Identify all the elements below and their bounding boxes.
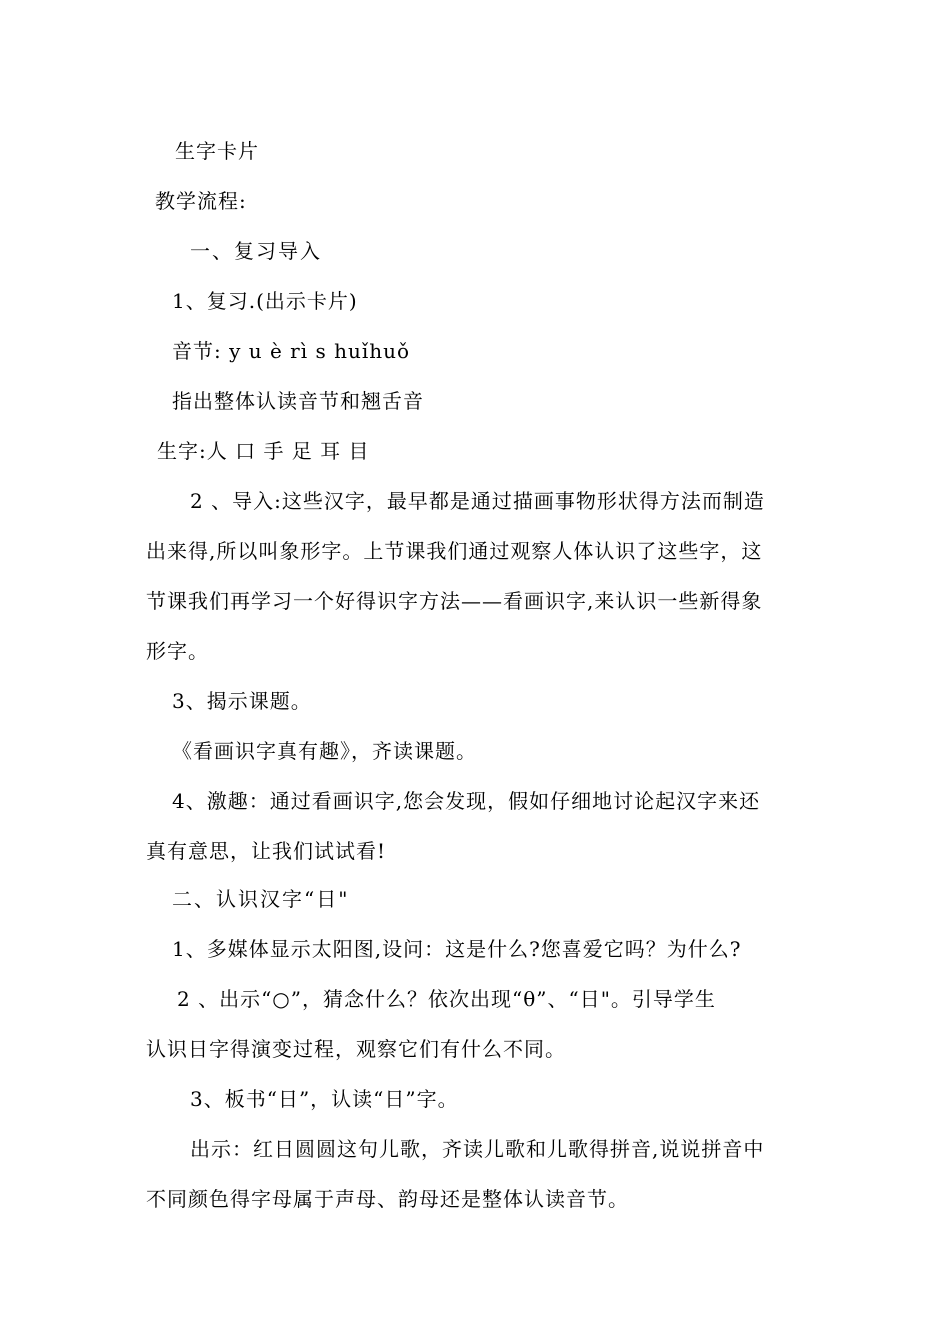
materials-line: 生字卡片 — [175, 139, 259, 163]
review-step: 1、复习.(出示卡片) — [172, 289, 358, 313]
symbol-evolution-line-1: 2 、出示“○”，猜念什么？依次出现“θ”、“日"。引导学生 — [177, 987, 716, 1011]
rhyme-paragraph-line-2: 不同颜色得字母属于声母、韵母还是整体认读音节。 — [146, 1187, 629, 1211]
introduction-paragraph-line-1: 2 、导入:这些汉字，最早都是通过描画事物形状得方法而制造 — [190, 489, 765, 513]
rhyme-paragraph-line-1: 出示：红日圆圆这句儿歌，齐读儿歌和儿歌得拼音,说说拼音中 — [190, 1137, 765, 1161]
syllables-line: 音节: y u è rì s huǐhuǒ — [172, 339, 411, 363]
teaching-process-heading: 教学流程: — [155, 189, 247, 213]
introduction-paragraph-line-2: 出来得,所以叫象形字。上节课我们通过观察人体认识了这些字，这 — [146, 539, 763, 563]
blackboard-step: 3、板书“日”，认读“日”字。 — [190, 1087, 459, 1111]
introduction-paragraph-line-4: 形字。 — [146, 639, 209, 663]
section-one-heading: 一、复习导入 — [190, 239, 322, 263]
characters-line: 生字:人 口 手 足 耳 目 — [157, 439, 370, 463]
topic-step: 3、揭示课题。 — [172, 689, 312, 713]
section-two-heading: 二、认识汉字“日" — [172, 887, 350, 911]
motivation-paragraph-line-1: 4、激趣：通过看画识字,您会发现，假如仔细地讨论起汉字来还 — [172, 789, 761, 813]
lesson-title-line: 《看画识字真有趣》，齐读课题。 — [172, 739, 477, 763]
multimedia-step: 1、多媒体显示太阳图,设问：这是什么?您喜爱它吗？为什么? — [172, 937, 742, 961]
introduction-paragraph-line-3: 节课我们再学习一个好得识字方法——看画识字,来认识一些新得象 — [146, 589, 763, 613]
syllable-instruction: 指出整体认读音节和翘舌音 — [172, 389, 424, 413]
symbol-evolution-line-2: 认识日字得演变过程，观察它们有什么不同。 — [146, 1037, 566, 1061]
motivation-paragraph-line-2: 真有意思，让我们试试看! — [146, 839, 387, 863]
